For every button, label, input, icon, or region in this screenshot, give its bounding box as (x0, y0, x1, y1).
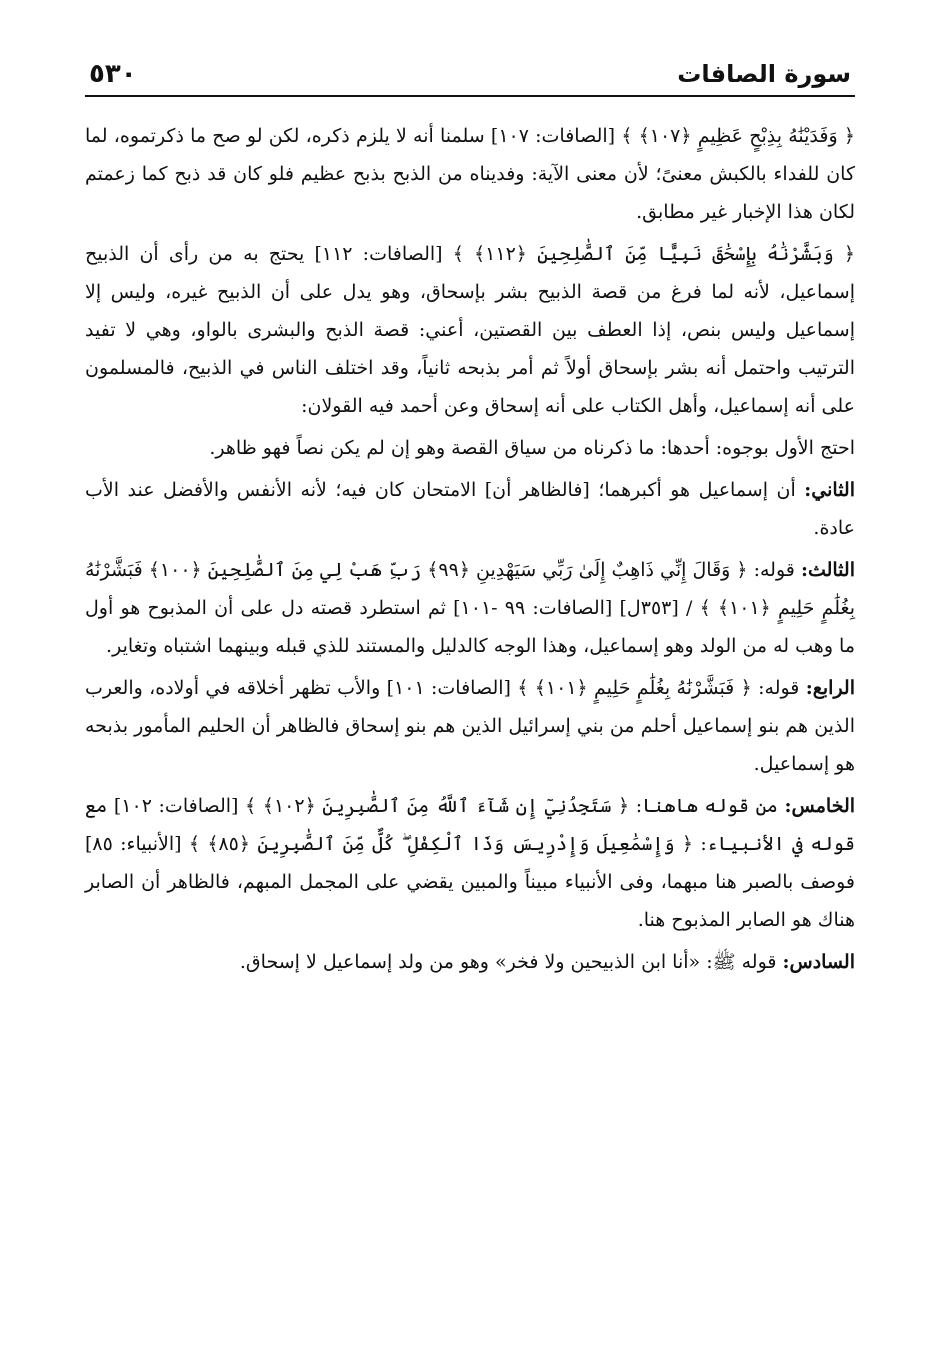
paragraph-fourth-argument (85, 669, 855, 783)
surah-title: سورة الصافات (677, 60, 851, 88)
paragraph-text: ﴿ وَبَشَّرْنَٰهُ بِإِسْحَٰقَ نَبِيًّا مِّنَ ٱلصَّٰلِحِينَ ﴿١١٢﴾ ﴾ [الصافات: ١١٢] يحتج به من رأى أن الذبيح إسماعيل، لأنه لما فرغ من قصة الذبيح بشر بإسحاق، وهو يدل على أن الذبيح غيره، وليس إلا إسماعيل وليس بنص، إذا العطف بين القصتين، أعني: قصة الذبح والبشرى بالواو، وهي لا تفيد الترتيب واحتمل أنه بشر بإسحاق أولاً ثم أمر بذبحه ثانياً، وقد اختلف الناس في الذبيح، فالمسلمون على أنه إسماعيل، وأهل الكتاب على أنه إسحاق وعن أحمد فيه القولان: (85, 243, 856, 417)
paragraph-text: قوله: ﴿ وَقَالَ إِنِّي ذَاهِبٌ إِلَىٰ رَبِّي سَيَهْدِينِ ﴿٩٩﴾ رَبِّ هَبْ لِي مِنَ ٱلصَّٰلِحِينَ ﴿١٠٠﴾ فَبَشَّرْنَٰهُ بِغُلَٰمٍ حَلِيمٍ ﴿١٠١﴾ ﴾ / [٣٥٣ل] [الصافات: ٩٩ -١٠١] ثم استطرد قصته دل على أن المذبوح هو أول ما وهب له من الولد وهو إسماعيل، وهذا الوجه كالدليل والمستند للذي قبله وبينهما اشتباه وتغاير. (85, 559, 856, 657)
paragraph-text: احتج الأول بوجوه: أحدها: ما ذكرناه من سياق القصة وهو إن لم يكن نصاً فهو ظاهر. (209, 437, 855, 459)
paragraph-second-argument (85, 471, 855, 547)
paragraph-label: السادس: (782, 951, 855, 973)
paragraph-text: ﴿ وَفَدَيْنَٰهُ بِذِبْحٍ عَظِيمٍ ﴿١٠٧﴾ ﴾ [الصافات: ١٠٧] سلمنا أنه لا يلزم ذكره، لكن لو صح ما ذكرتموه، لما كان للفداء بالكبش معنىً؛ لأن معنى الآية: وفديناه من الذبح بذبح عظيم فلو كان قد ذبح كما زعمتم لكان هذا الإخبار غير مطابق. (85, 125, 855, 223)
page-body (85, 117, 855, 981)
paragraph-first-argument (85, 429, 855, 467)
book-page (85, 45, 855, 985)
page-number: ٥٣٠ (89, 59, 137, 89)
paragraph-label: الثاني: (804, 479, 855, 501)
paragraph-text: قوله ﷺ: «أنا ابن الذبيحين ولا فخر» وهو من ولد إسماعيل لا إسحاق. (239, 951, 777, 973)
paragraph-label: الخامس: (784, 795, 856, 817)
paragraph-third-argument (85, 551, 855, 665)
paragraph-fifth-argument (85, 787, 855, 939)
page-header (85, 45, 855, 97)
paragraph-text: من قوله هاهنا: ﴿ سَتَجِدُنِيٓ إِن شَآءَ ٱللَّهُ مِنَ ٱلصَّٰبِرِينَ ﴿١٠٢﴾ ﴾ [الصافات: ١٠٢] مع قوله في الأنبياء: ﴿ وَإِسْمَٰعِيلَ وَإِدْرِيسَ وَذَا ٱلْكِفْلِ ۖ كُلٌّ مِّنَ ٱلصَّٰبِرِينَ ﴿٨٥﴾ ﴾ [الأنبياء: ٨٥] فوصف بالصبر هنا مبهما، وفى الأنبياء مبيناً والمبين يقضي على المجمل المبهم، فالظاهر أن الصابر هناك هو الصابر المذبوح هنا. (85, 795, 855, 931)
paragraph-text: قوله: ﴿ فَبَشَّرْنَٰهُ بِغُلَٰمٍ حَلِيمٍ ﴿١٠١﴾ ﴾ [الصافات: ١٠١] والأب تظهر أخلاقه في أولاده، والعرب الذين هم بنو إسماعيل أحلم من بني إسرائيل الذين هم بنو إسحاق فالظاهر أن الحليم المأمور بذبحه هو إسماعيل. (85, 677, 855, 775)
paragraph-label: الثالث: (800, 559, 855, 581)
paragraph-fidaa (85, 117, 855, 231)
paragraph-sixth-argument (85, 943, 855, 981)
paragraph-text: أن إسماعيل هو أكبرهما؛ [فالظاهر أن] الامتحان كان فيه؛ لأنه الأنفس والأفضل عند الأب عادة. (85, 479, 855, 539)
paragraph-bushra (85, 235, 855, 425)
paragraph-label: الرابع: (805, 677, 855, 699)
